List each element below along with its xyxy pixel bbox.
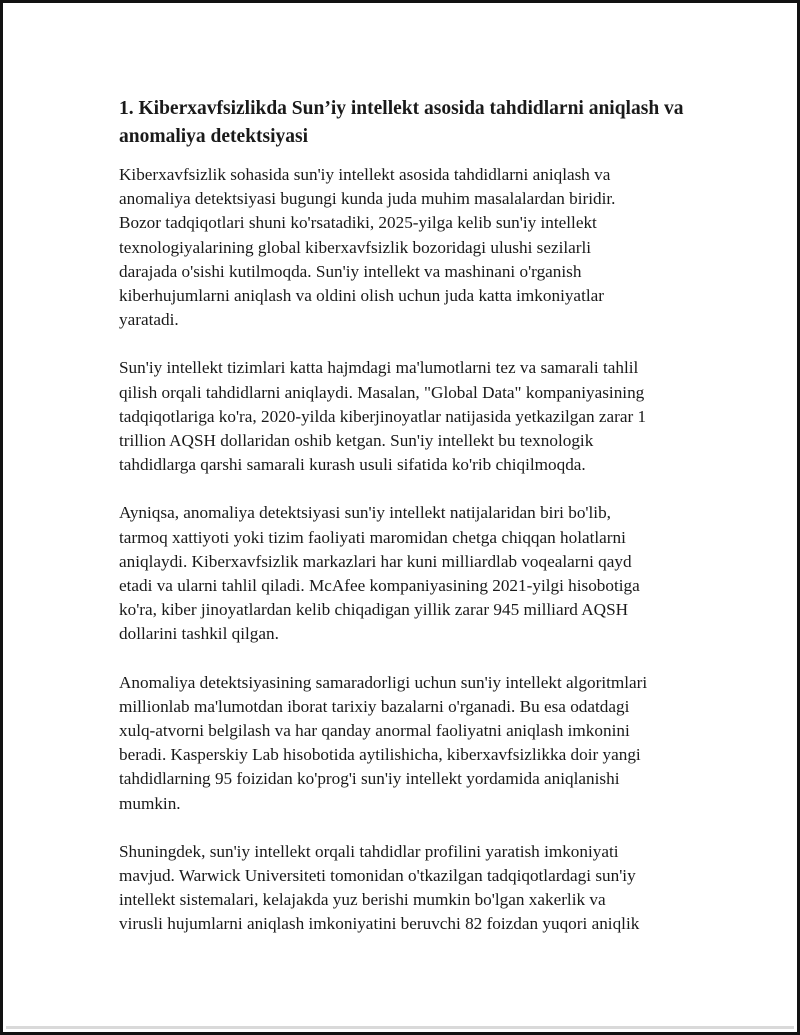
paragraph-4: Anomaliya detektsiyasining samaradorligi uchun sun'iy intellekt algoritmlari millionlab ma'lumotdan iborat tarixiy bazalarni o'rganadi. Bu esa odatdagi xulq-atvorni belgilash va har qanday anormal faoliyatni aniqlash imkonini beradi. Kasperskiy Lab hisobotida aytilishicha, kiberxavfsizlikka doir yangi tahdidlarning 95 foizidan ko'prog'i sun'iy intellekt yordamida aniqlanishi mumkin. <box>119 672 648 813</box>
paragraph-2: Sun'iy intellekt tizimlari katta hajmdagi ma'lumotlarni tez va samarali tahlil qilish orqali tahdidlarni aniqlaydi. Masalan, "Global Data" kompaniyasining tadqiqotlariga ko'ra, 2020-yilda kiberjinoyatlar natijasida yetkazilgan zarar 1 trillion AQSH dollaridan oshib ketgan. Sun'iy intellekt bu texnologik tahdidlarga qarshi samarali kurash usuli sifatida ko'rib chiqilmoqda. <box>119 358 647 475</box>
paragraph-1: Kiberxavfsizlik sohasida sun'iy intellekt asosida tahdidlarni aniqlash va anomaliya detektsiyasi bugungi kunda juda muhim masalalardan biridir. Bozor tadqiqotlari shuni ko'rsatadiki, 2025-yilga kelib sun'iy intellekt texnologiyalarining global kiberxavfsizlik bozoridagi ulushi sezilarli darajada o'sishi kutilmoqda. Sun'iy intellekt va mashinani o'rganish kiberhujumlarni aniqlash va oldini olish uchun juda katta imkoniyatlar yaratadi. <box>119 165 616 330</box>
paragraph-3: Ayniqsa, anomaliya detektsiyasi sun'iy intellekt natijalaridan biri bo'lib, tarmoq xattiyoti yoki tizim faoliyati maromidan chetga chiqqan holatlarni aniqlaydi. Kiberxavfsizlik markazlari har kuni milliardlab voqealarni qayd etadi va ularni tahlil qiladi. McAfee kompaniyasining 2021-yilgi hisobotiga ko'ra, kiber jinoyatlardan kelib chiqadigan yillik zarar 945 milliard AQSH dollarini tashkil qilgan. <box>119 503 640 644</box>
document-body <box>119 95 699 961</box>
section-heading: 1. Kiberxavfsizlikda Sun’iy intellekt asosida tahdidlarni aniqlash va anomaliya detektsiyasi <box>119 98 684 147</box>
paragraph-5: Shuningdek, sun'iy intellekt orqali tahdidlar profilini yaratish imkoniyati mavjud. Warwick Universiteti tomonidan o'tkazilgan tadqiqotlardagi sun'iy intellekt sistemalari, kelajakda yuz berishi mumkin bo'lgan xakerlik va virusli hujumlarni aniqlash imkoniyatini beruvchi 82 foizdan yuqori aniqlik <box>119 841 640 934</box>
